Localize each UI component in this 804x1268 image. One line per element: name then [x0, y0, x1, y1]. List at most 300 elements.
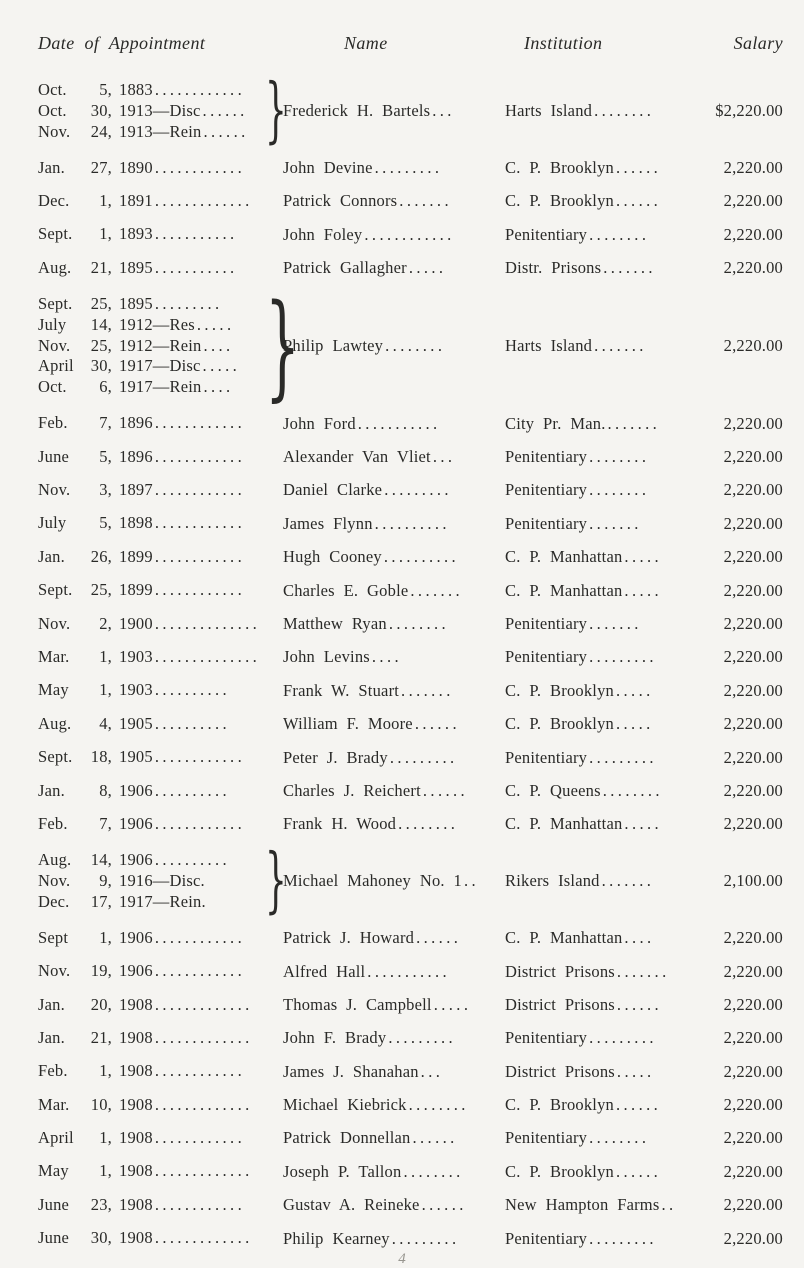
dot-leader: ..............: [154, 613, 261, 633]
date-line: [38, 714, 265, 735]
date-year: 1908: [119, 1061, 153, 1081]
date-year: 1908: [119, 1094, 153, 1114]
dot-leader: .........: [389, 747, 458, 767]
date-cell: [38, 995, 265, 1016]
date-line: [38, 258, 265, 279]
date-cell: [38, 1095, 265, 1116]
page-number: 4: [398, 1251, 406, 1267]
date-day: 30,: [90, 1228, 112, 1248]
table-row: [38, 507, 783, 540]
date-day: 25,: [90, 293, 112, 313]
date-cell: [38, 680, 265, 701]
date-day: 18,: [90, 747, 112, 767]
name-cell: [283, 748, 505, 768]
name-cell: [283, 480, 505, 500]
table-row: [38, 641, 783, 674]
table-row: [38, 921, 783, 954]
date-month: Oct.: [38, 377, 67, 397]
date-month: Feb.: [38, 813, 68, 833]
institution-cell: [505, 101, 691, 121]
date-cell: [38, 547, 265, 568]
date-month: Oct.: [38, 100, 67, 120]
dot-leader: .......: [410, 580, 464, 600]
date-year: 1899: [119, 580, 153, 600]
date-line: [38, 1128, 265, 1149]
date-month: Aug.: [38, 850, 72, 870]
date-line: [38, 1161, 265, 1182]
institution-cell: [505, 158, 691, 178]
date-line: [38, 580, 265, 601]
name-cell: [283, 871, 505, 891]
dot-leader: ..........: [374, 513, 450, 533]
salary-cell: 2,220.00: [723, 224, 783, 244]
date-month: June: [38, 1194, 70, 1214]
date-line: [38, 614, 265, 635]
institution-cell: [505, 1062, 691, 1082]
date-month: Dec.: [38, 891, 70, 911]
date-day: 7,: [99, 413, 112, 433]
date-year: 1906: [119, 780, 153, 800]
name-cell: [283, 414, 505, 434]
person-name: William F. Moore: [283, 714, 413, 734]
date-day: 25,: [90, 335, 112, 355]
date-day: 1,: [99, 1061, 112, 1081]
dot-leader: ........: [388, 614, 450, 633]
institution-cell: [505, 928, 691, 948]
date-day: 24,: [90, 121, 112, 141]
salary-cell: 2,100.00: [723, 871, 783, 891]
date-day: 5,: [99, 513, 112, 533]
date-cell: [38, 1161, 265, 1182]
date-day: 30,: [90, 356, 112, 376]
person-name: Patrick Donnellan: [283, 1128, 411, 1148]
date-day: 1,: [99, 680, 112, 700]
date-line: [38, 680, 265, 701]
dot-leader: .....: [624, 580, 663, 600]
date-day: 1,: [99, 224, 112, 244]
date-line: [38, 513, 265, 534]
date-month: June: [38, 1228, 70, 1248]
date-day: 1,: [99, 191, 112, 211]
table-row: [38, 218, 783, 251]
name-cell: [283, 191, 505, 211]
date-cell: [38, 850, 265, 912]
date-line: [38, 892, 265, 913]
date-cell: [38, 480, 265, 501]
header-name: Name: [344, 33, 388, 53]
dot-leader: ......: [416, 928, 462, 948]
institution-cell: [505, 191, 691, 211]
date-line: [38, 377, 265, 398]
date-line: [38, 80, 265, 101]
brace-glyph: }: [265, 839, 287, 922]
salary-cell: 2,220.00: [723, 1128, 783, 1148]
date-line: [38, 191, 265, 212]
date-year: 1897: [119, 480, 153, 500]
table-body: [38, 71, 783, 1255]
date-year: 1913—Disc: [119, 100, 201, 120]
institution-cell: [505, 871, 691, 891]
date-day: 20,: [90, 994, 112, 1014]
name-cell: [283, 1128, 505, 1148]
dot-leader: ........: [589, 447, 650, 467]
date-cell: [38, 747, 265, 768]
date-day: 7,: [99, 813, 112, 833]
brace-cell: [265, 839, 287, 922]
table-row: [38, 1055, 783, 1088]
dot-leader: ........: [602, 780, 663, 800]
date-month: Jan.: [38, 1027, 65, 1047]
date-year: 1906: [119, 813, 153, 833]
date-month: April: [38, 356, 74, 376]
name-cell: [283, 547, 505, 567]
dot-leader: ....: [371, 647, 403, 667]
date-month: Sept.: [38, 580, 73, 600]
salary-cell: 2,220.00: [723, 961, 783, 981]
date-month: Sept.: [38, 293, 73, 313]
person-name: Alfred Hall: [283, 961, 366, 981]
date-line: [38, 547, 265, 568]
dot-leader: .............: [154, 1228, 253, 1248]
date-line: [38, 1195, 265, 1216]
institution-name: C. P. Brooklyn: [505, 158, 614, 178]
date-year: 1898: [119, 513, 153, 533]
table-row: [38, 1189, 783, 1222]
date-line: [38, 101, 265, 122]
date-month: Nov.: [38, 121, 71, 141]
institution-cell: [505, 647, 691, 667]
salary-cell: 2,220.00: [723, 780, 783, 800]
dot-leader: .....: [408, 258, 447, 278]
date-year: 1908: [119, 1128, 153, 1148]
person-name: Frank H. Wood: [283, 814, 397, 834]
date-cell: [38, 513, 265, 534]
date-year: 1900: [119, 613, 153, 633]
dot-leader: ..........: [154, 780, 231, 800]
date-cell: [38, 1228, 265, 1249]
date-day: 4,: [99, 713, 112, 733]
date-month: April: [38, 1128, 74, 1148]
table-row: [38, 774, 783, 807]
name-cell: [283, 995, 505, 1015]
person-name: Joseph P. Tallon: [283, 1161, 402, 1181]
date-year: 1917—Disc: [119, 356, 201, 376]
date-month: Sept.: [38, 224, 73, 244]
date-day: 8,: [99, 780, 112, 800]
dot-leader: ............: [154, 961, 246, 981]
salary-cell: 2,220.00: [723, 647, 783, 667]
institution-name: C. P. Manhattan: [505, 814, 623, 834]
date-month: Feb.: [38, 413, 68, 433]
person-name: John Ford: [283, 413, 356, 433]
date-month: Nov.: [38, 335, 71, 355]
dot-leader: ....: [624, 928, 655, 948]
date-month: Mar.: [38, 1094, 70, 1114]
dot-leader: ......: [616, 1095, 662, 1115]
person-name: John F. Brady: [283, 1028, 387, 1048]
date-day: 27,: [90, 157, 112, 177]
institution-cell: [505, 336, 691, 356]
date-cell: [38, 413, 265, 434]
dot-leader: .........: [589, 1228, 657, 1248]
dot-leader: ............: [154, 446, 246, 466]
dot-leader: .....: [616, 1061, 655, 1081]
date-line: [38, 294, 265, 315]
date-year: 1906: [119, 850, 153, 870]
date-line: [38, 356, 265, 377]
person-name: John Levins: [283, 647, 370, 667]
dot-leader: ....: [203, 335, 234, 355]
institution-cell: [505, 258, 691, 278]
table-row: [38, 407, 783, 440]
institution-name: District Prisons: [505, 1061, 615, 1081]
date-month: May: [38, 1161, 69, 1181]
date-year: 1917—Rein.: [119, 891, 206, 911]
name-cell: [283, 1229, 505, 1249]
salary-cell: 2,220.00: [723, 580, 783, 600]
date-day: 19,: [90, 961, 112, 981]
dot-leader: .........: [589, 647, 657, 667]
salary-cell: 2,220.00: [723, 1228, 783, 1248]
date-month: Nov.: [38, 961, 71, 981]
date-month: Nov.: [38, 480, 71, 500]
date-year: 1906: [119, 961, 153, 981]
name-cell: [283, 714, 505, 734]
date-line: [38, 647, 265, 668]
table-row: [38, 71, 783, 151]
brace-cell: [265, 69, 287, 152]
institution-name: C. P. Brooklyn: [505, 191, 614, 211]
date-day: 25,: [90, 580, 112, 600]
name-cell: [283, 681, 505, 701]
date-month: Aug.: [38, 713, 72, 733]
date-year: 1893: [119, 224, 153, 244]
institution-name: C. P. Brooklyn: [505, 1095, 614, 1115]
salary-cell: 2,220.00: [723, 1161, 783, 1181]
dot-leader: ......: [414, 714, 460, 734]
header-date-of-appointment: Date of Appointment: [38, 33, 206, 53]
name-cell: [283, 225, 505, 245]
dot-leader: .........: [154, 293, 223, 313]
date-year: 1883: [119, 80, 153, 99]
date-day: 3,: [99, 480, 112, 500]
dot-leader: .........: [589, 747, 657, 767]
table-row: [38, 474, 783, 507]
dot-leader: ......: [616, 994, 663, 1014]
salary-cell: 2,220.00: [723, 480, 783, 500]
date-cell: [38, 647, 265, 668]
date-year: 1903: [119, 647, 153, 666]
table-row: [38, 574, 783, 607]
date-day: 10,: [90, 1094, 112, 1114]
institution-cell: [505, 614, 691, 634]
institution-name: City Pr. Man.: [505, 413, 606, 433]
person-name: John Devine: [283, 158, 373, 178]
name-cell: [283, 1095, 505, 1115]
institution-cell: [505, 1028, 691, 1048]
date-month: Jan.: [38, 546, 65, 566]
name-cell: [283, 258, 505, 278]
date-day: 1,: [99, 927, 112, 947]
dot-leader: .........: [589, 1028, 657, 1048]
institution-cell: [505, 814, 691, 834]
salary-cell: 2,220.00: [723, 547, 783, 567]
date-day: 2,: [99, 613, 112, 633]
dot-leader: ............: [154, 1128, 246, 1148]
dot-leader: .....: [624, 814, 663, 834]
salary-cell: 2,220.00: [723, 1028, 783, 1048]
table-row: [38, 707, 783, 740]
date-line: [38, 336, 265, 357]
table-row: [38, 808, 783, 841]
brace-cell: [265, 279, 300, 413]
institution-name: Distr. Prisons: [505, 258, 602, 278]
institution-cell: [505, 781, 691, 801]
salary-cell: 2,220.00: [723, 747, 783, 767]
dot-leader: ............: [154, 927, 246, 947]
dot-leader: .........: [388, 1028, 457, 1048]
dot-leader: ............: [154, 813, 246, 833]
institution-name: New Hampton Farms: [505, 1195, 660, 1215]
name-cell: [283, 158, 505, 178]
name-cell: [283, 647, 505, 667]
institution-cell: [505, 480, 691, 500]
person-name: Patrick Gallagher: [283, 258, 407, 278]
brace-glyph: }: [265, 279, 300, 413]
date-month: July: [38, 314, 67, 334]
date-line: [38, 961, 265, 982]
person-name: James J. Shanahan: [283, 1061, 419, 1081]
salary-cell: 2,220.00: [723, 1061, 783, 1081]
date-day: 6,: [99, 377, 112, 397]
institution-name: Harts Island: [505, 335, 593, 355]
institution-cell: [505, 714, 691, 734]
table-row: [38, 607, 783, 640]
date-day: 17,: [90, 891, 112, 911]
salary-cell: 2,220.00: [723, 1195, 783, 1215]
date-line: [38, 413, 265, 434]
date-day: 1,: [99, 1161, 112, 1181]
person-name: Frank W. Stuart: [283, 680, 400, 700]
date-line: [38, 1095, 265, 1116]
institution-name: Harts Island: [505, 101, 593, 121]
institution-name: Penitentiary: [505, 224, 588, 244]
dot-leader: ............: [154, 747, 246, 767]
date-cell: [38, 1195, 265, 1216]
dot-leader: .......: [594, 335, 647, 355]
name-cell: [283, 1162, 505, 1182]
institution-name: Rikers Island: [505, 871, 600, 891]
salary-cell: $2,220.00: [715, 101, 783, 121]
dot-leader: .............: [154, 1027, 253, 1047]
dot-leader: ..........: [154, 850, 231, 870]
institution-name: C. P. Queens: [505, 780, 601, 800]
date-month: Sept.: [38, 747, 73, 767]
dot-leader: .....: [616, 680, 654, 700]
person-name: Daniel Clarke: [283, 480, 383, 500]
dot-leader: ...........: [357, 413, 441, 433]
date-year: 1916—Disc.: [119, 870, 205, 890]
date-line: [38, 928, 265, 949]
date-year: 1908: [119, 1194, 153, 1214]
dot-leader: .....: [624, 547, 663, 567]
dot-leader: ........: [385, 335, 446, 355]
brace-glyph: }: [265, 69, 287, 152]
date-line: [38, 1061, 265, 1082]
institution-name: C. P. Brooklyn: [505, 1161, 614, 1181]
dot-leader: .....: [196, 314, 235, 334]
dot-leader: .......: [607, 413, 661, 433]
dot-leader: .......: [603, 258, 656, 278]
date-year: 1905: [119, 747, 153, 767]
date-month: Nov.: [38, 870, 71, 890]
dot-leader: ...: [432, 447, 456, 467]
date-day: 23,: [90, 1194, 112, 1214]
date-day: 1,: [99, 1128, 112, 1148]
dot-leader: ........: [403, 1161, 464, 1181]
date-month: Jan.: [38, 780, 65, 800]
table-row: [38, 1155, 783, 1188]
institution-cell: [505, 962, 691, 982]
date-year: 1906: [119, 927, 153, 947]
dot-leader: ......: [421, 1195, 467, 1215]
table-row: [38, 440, 783, 473]
date-line: [38, 995, 265, 1016]
dot-leader: ........: [594, 101, 655, 121]
institution-name: District Prisons: [505, 994, 615, 1014]
table-row: [38, 252, 783, 285]
name-cell: [283, 928, 505, 948]
date-cell: [38, 714, 265, 735]
date-day: 26,: [90, 546, 112, 566]
name-cell: [283, 447, 505, 467]
date-year: 1912—Rein: [119, 335, 202, 355]
institution-cell: [505, 1128, 691, 1148]
date-year: 1895: [119, 257, 153, 277]
dot-leader: .............: [154, 994, 253, 1014]
person-name: Alexander Van Vliet: [283, 447, 431, 467]
date-cell: [38, 1028, 265, 1049]
name-cell: [283, 814, 505, 834]
date-day: 1,: [99, 647, 112, 666]
name-cell: [283, 581, 505, 601]
person-name: Philip Kearney: [283, 1228, 390, 1248]
person-name: Michael Kiebrick: [283, 1095, 407, 1115]
dot-leader: ............: [154, 513, 246, 533]
date-cell: [38, 928, 265, 949]
date-line: [38, 1228, 265, 1249]
person-name: John Foley: [283, 224, 363, 244]
institution-cell: [505, 581, 691, 601]
date-line: [38, 122, 265, 143]
date-line: [38, 850, 265, 871]
dot-leader: ..: [661, 1195, 677, 1215]
date-cell: [38, 294, 265, 398]
date-cell: [38, 781, 265, 802]
dot-leader: ............: [154, 80, 246, 99]
person-name: Philip Lawtey: [283, 335, 384, 355]
date-line: [38, 1028, 265, 1049]
institution-cell: [505, 447, 691, 467]
date-month: Nov.: [38, 613, 71, 633]
institution-cell: [505, 1095, 691, 1115]
institution-cell: [505, 748, 691, 768]
date-month: May: [38, 680, 69, 700]
date-cell: [38, 580, 265, 601]
date-month: Aug.: [38, 257, 72, 277]
institution-name: C. P. Manhattan: [505, 547, 623, 567]
date-month: Oct.: [38, 80, 67, 99]
